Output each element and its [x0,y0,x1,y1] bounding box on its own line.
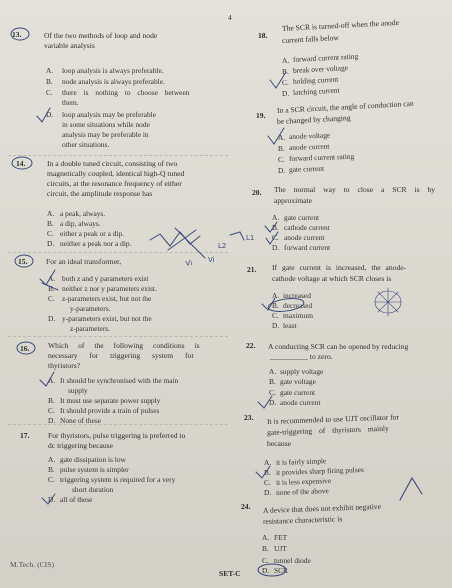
option-text: loop analysis may be preferable [62,110,156,119]
option-letter: C. [48,294,55,303]
option-letter: C. [269,388,276,397]
question-number: 23. [244,413,254,422]
option-letter: A. [48,376,56,385]
footer-course: M.Tech. (CIS) [10,560,54,569]
option-letter: B. [48,396,55,405]
option-text: gate current [280,388,316,397]
option-text: node analysis is always preferable. [62,77,165,86]
question-number: 20. [252,188,262,197]
question-text: It is recommended to use UJT oscillator for [266,412,400,426]
question-text: If gate current is increased, the anode- [272,263,407,272]
option-letter: D. [278,166,286,175]
strike-mark [42,283,58,293]
option-letter: A. [272,213,280,222]
option-letter: B. [48,284,55,293]
handwriting: L1 [246,234,255,242]
option-text: SCR [274,566,288,575]
caret-mark [400,478,422,500]
option-letter: B. [48,465,55,474]
option-text: pulse system is simpler [60,465,129,474]
question-text: resistance characteristic is [262,514,343,526]
option-letter: D. [264,488,272,497]
question-text: because [267,439,292,448]
question-text: cathode voltage at which SCR closes is [272,274,392,283]
question-text: circuits, at the resonance frequency of either [47,179,182,188]
option-text: neither z nor y parameters exist. [62,284,157,293]
option-letter: C. [272,311,279,320]
option-text: y-parameters. [70,304,111,313]
tick-mark-icon [262,298,275,310]
option-text: tunnel diode [274,556,311,565]
option-text: loop analysis is always preferable. [62,66,164,75]
question-text: variable analysis [44,41,95,50]
tick-mark-icon [266,232,278,244]
option-letter: B. [278,144,285,153]
question-text: dc triggering because [48,441,113,450]
option-letter: D. [48,416,56,425]
tick-mark-icon [258,396,272,408]
question-text: thyristors? [48,361,81,370]
question-number: 16. [20,344,30,353]
option-text: in some situations while node [62,120,150,129]
option-text: y-parameters exist, but not the [62,314,152,323]
option-letter: D. [48,495,56,504]
tick-mark-icon [268,128,284,144]
option-text: a peak, always. [60,209,106,218]
question-text: Of the two methods of loop and node [44,31,158,40]
option-text: it is less expensive [275,476,332,487]
option-text: It should provide a train of pulses [60,406,160,415]
option-text: gate current [288,163,325,174]
option-text: anode current [280,398,321,407]
question-number: 21. [247,265,257,274]
option-letter: C. [46,88,53,97]
option-text: supply voltage [280,367,324,376]
option-text: It must use separate power supply [60,396,161,405]
option-letter: A. [272,291,280,300]
option-letter: C. [48,406,55,415]
option-text: least [283,321,297,330]
question-number: 13. [12,30,22,39]
option-letter: B. [272,301,279,310]
option-letter: A. [264,458,272,467]
option-letter: C. [47,229,54,238]
question-text: magnetically coupled, identical high-Q tuned [47,169,185,178]
tick-mark-icon [256,466,270,478]
option-text: FET [274,533,288,542]
question-number: 17. [20,431,30,440]
option-text: cathode current [284,223,330,232]
question-text: For an ideal transformer, [46,257,122,266]
option-letter: D. [272,321,280,330]
option-letter: D. [46,110,54,119]
option-letter: B. [264,468,271,477]
question-number: 15. [18,257,28,266]
option-letter: B. [262,544,269,553]
option-text: analysis may be preferable in [62,130,149,139]
option-text: anode voltage [288,130,331,141]
tick-mark-icon [37,108,50,122]
tick-mark-icon [42,494,55,504]
option-letter: A. [48,455,56,464]
tick-mark-icon [40,372,54,386]
tick-mark-icon [270,72,286,88]
question-text: circuit, the amplitude response has [47,189,153,198]
option-letter: D. [281,88,290,98]
option-letter: D. [269,398,277,407]
option-letter: B. [46,77,53,86]
question-number: 22. [246,341,256,350]
option-text: decreased [283,301,313,310]
question-text: approximate [274,196,312,205]
option-text: supply [68,386,88,395]
option-text: there is nothing to choose between [62,88,190,97]
option-letter: C. [272,233,279,242]
handwriting: Vi [184,258,193,268]
question-number: 18. [258,31,268,40]
question-text: In a SCR circuit, the angle of conduction can [276,98,414,115]
option-letter: A. [47,209,55,218]
question-number: 19. [256,111,266,120]
question-text: A conducting SCR can be opened by reducing [268,342,409,351]
option-text: it provides sharp firing pulses [275,464,364,477]
option-text: both z and y parameters exist [62,274,149,283]
option-letter: C. [264,478,271,487]
question-text: For thyristors, pulse triggering is preferred to [48,431,186,440]
tick-mark-icon [265,222,277,232]
option-letter: A. [48,274,56,283]
circle-mark [258,564,286,576]
option-letter: B. [272,223,279,232]
option-text: gate current [284,213,320,222]
question-text: current falls below [281,33,340,45]
option-text: latching current [292,85,340,97]
page-number: 4 [228,13,232,22]
option-text: other situations. [62,140,110,149]
question-text: gate-triggering of thyristors mainly [266,423,389,437]
option-text: triggering system is required for a very [60,475,176,484]
question-text: be changed by changing [276,113,351,126]
question-number: 24. [241,502,251,511]
option-text: z-parameters. [70,324,111,333]
scribble [150,232,200,246]
option-text: z-parameters exist, but not the [62,294,152,303]
option-text: forward current [284,243,331,252]
asterisk-mark [374,288,402,316]
handwriting: Vi [208,256,215,264]
option-text: UJT [274,544,287,553]
question-text: Which of the following conditions is [48,341,200,350]
option-letter: A. [262,533,270,542]
circle-mark [11,28,29,40]
question-number: 14. [16,159,26,168]
question-text: __________ to zero. [270,352,333,361]
option-text: break over voltage [292,63,349,75]
option-text: forward current rating [288,151,355,163]
option-text: short duration [72,485,114,494]
option-letter: C. [48,475,55,484]
question-text: The normal way to close a SCR is by [274,185,436,194]
footer-set: SET-C [219,569,241,578]
scribble [168,230,196,250]
option-letter: A. [269,367,277,376]
option-letter: C. [278,155,285,164]
option-letter: C. [262,556,269,565]
option-letter: B. [281,66,289,76]
option-text: them. [62,98,79,107]
option-letter: A. [278,133,286,142]
scribble [230,232,244,240]
option-text: maximum [283,311,313,320]
handwriting: L2 [218,242,227,250]
option-text: holding current [292,74,339,86]
option-letter: B. [47,219,54,228]
option-text: gate dissipation is low [60,455,126,464]
question-text: necessary for triggering system for [48,351,194,360]
option-text: gate voltage [280,377,316,386]
option-text: none of the above [275,486,329,497]
question-text: In a double tuned circuit, consisting of two [47,159,178,168]
question-text: The SCR is turned-off when the anode [281,17,400,33]
option-letter: D. [262,566,270,575]
question-text: A device that does not exhibit negative [262,501,382,515]
option-text: anode current [288,141,330,152]
option-text: neither a peak nor a dip. [60,239,132,248]
option-text: forward current rating [292,51,359,64]
circle-mark [15,255,33,267]
option-text: either a peak or a dip. [60,229,125,238]
option-text: anode current [284,233,325,242]
option-text: it is fairly simple [275,456,327,467]
option-text: None of these [60,416,102,425]
option-letter: C. [281,77,289,87]
option-letter: D. [47,239,55,248]
option-letter: B. [269,377,276,386]
scribble [175,228,205,258]
circle-mark [17,342,35,354]
option-text: It should be synchronised with the main [60,376,179,385]
option-letter: A. [281,55,290,65]
option-letter: D. [48,314,56,323]
option-text: a dip, always. [60,219,101,228]
option-letter: A. [46,66,54,75]
circle-mark [267,297,304,314]
circle-mark [12,157,32,169]
option-text: increased [283,291,311,300]
option-text: all of these [60,495,93,504]
option-letter: D. [272,243,280,252]
